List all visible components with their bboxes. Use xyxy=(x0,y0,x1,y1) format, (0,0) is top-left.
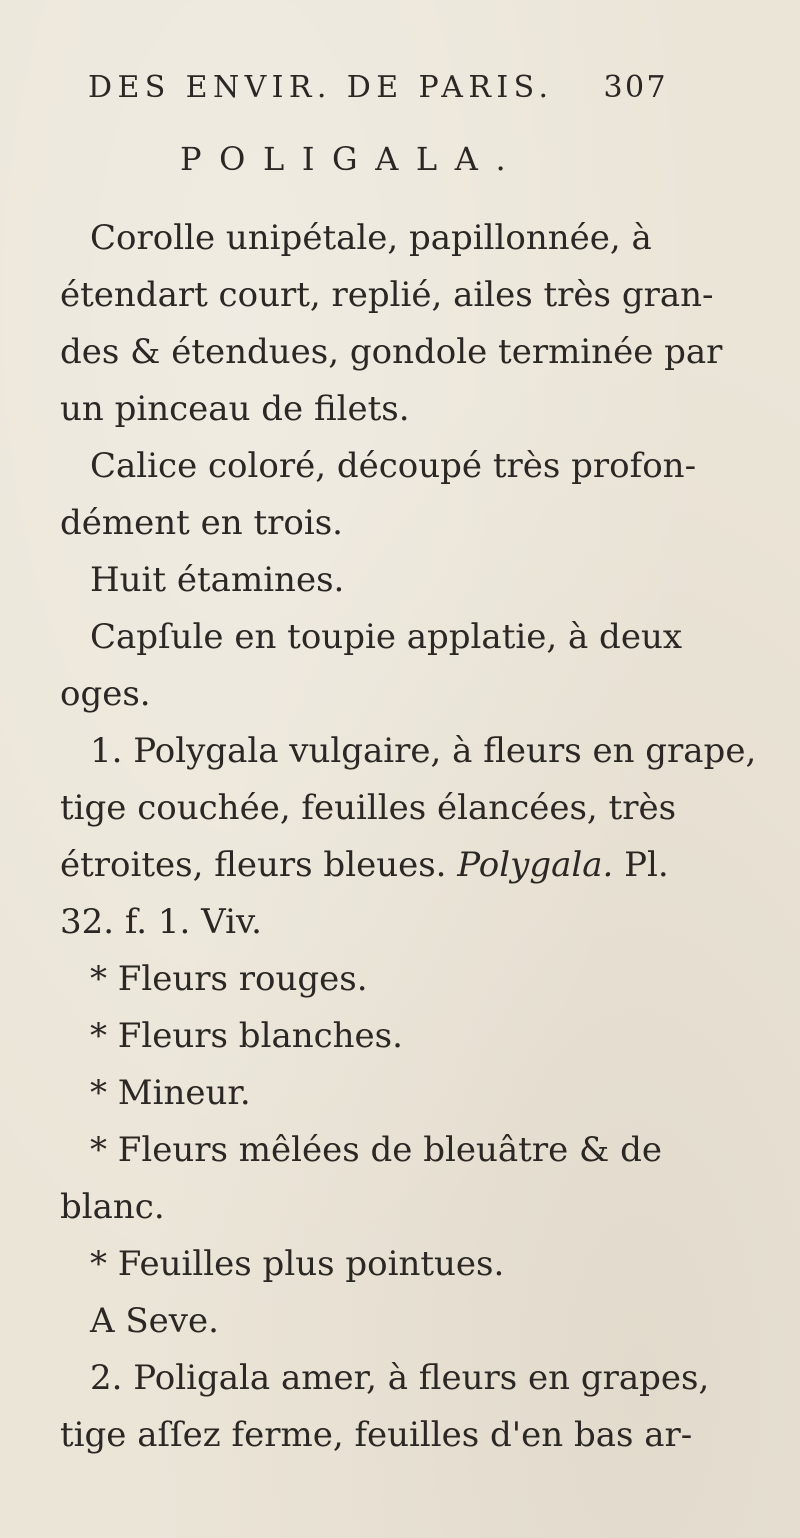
text-line: * Feuilles plus pointues. xyxy=(90,1244,505,1284)
running-title: DES ENVIR. DE PARIS. xyxy=(88,70,554,105)
text-line: Capſule en toupie applatie, à deux xyxy=(90,617,683,657)
text-line: * Fleurs blanches. xyxy=(90,1016,403,1056)
text-line: 1. Polygala vulgaire, à fleurs en grape, xyxy=(90,731,757,771)
text-line: * Mineur. xyxy=(90,1073,251,1113)
body-text xyxy=(60,210,757,1464)
text-line: blanc. xyxy=(60,1187,165,1227)
text-line: un pinceau de filets. xyxy=(60,389,410,429)
text-line: 32. f. 1. Viv. xyxy=(60,902,262,942)
text-line: dément en trois. xyxy=(60,503,343,543)
text-line: tige couchée, feuilles élancées, très xyxy=(60,788,677,828)
text-line: A Seve. xyxy=(90,1301,219,1341)
page-number: 307 xyxy=(603,70,668,105)
text-line: * Fleurs rouges. xyxy=(90,959,368,999)
text-line: 2. Poligala amer, à fleurs en grapes, xyxy=(90,1358,710,1398)
text-line: étroites, fleurs bleues. Polygala. Pl. xyxy=(60,845,669,885)
text-line: des & étendues, gondole terminée par xyxy=(60,332,723,372)
text-line: * Fleurs mêlées de bleuâtre & de xyxy=(90,1130,662,1170)
text-line: Huit étamines. xyxy=(90,560,345,600)
text-line: tige aſſez ferme, feuilles d'en bas ar- xyxy=(60,1415,693,1455)
text-line: étendart court, replié, ailes très gran- xyxy=(60,275,714,315)
latin-name: Polygala. xyxy=(457,845,614,885)
text-line: oges. xyxy=(60,674,151,714)
text-line: Calice coloré, découpé très profon- xyxy=(90,446,697,486)
section-title: POLIGALA. xyxy=(180,140,524,178)
text-line: Corolle unipétale, papillonnée, à xyxy=(90,218,652,258)
page-header xyxy=(88,64,668,110)
